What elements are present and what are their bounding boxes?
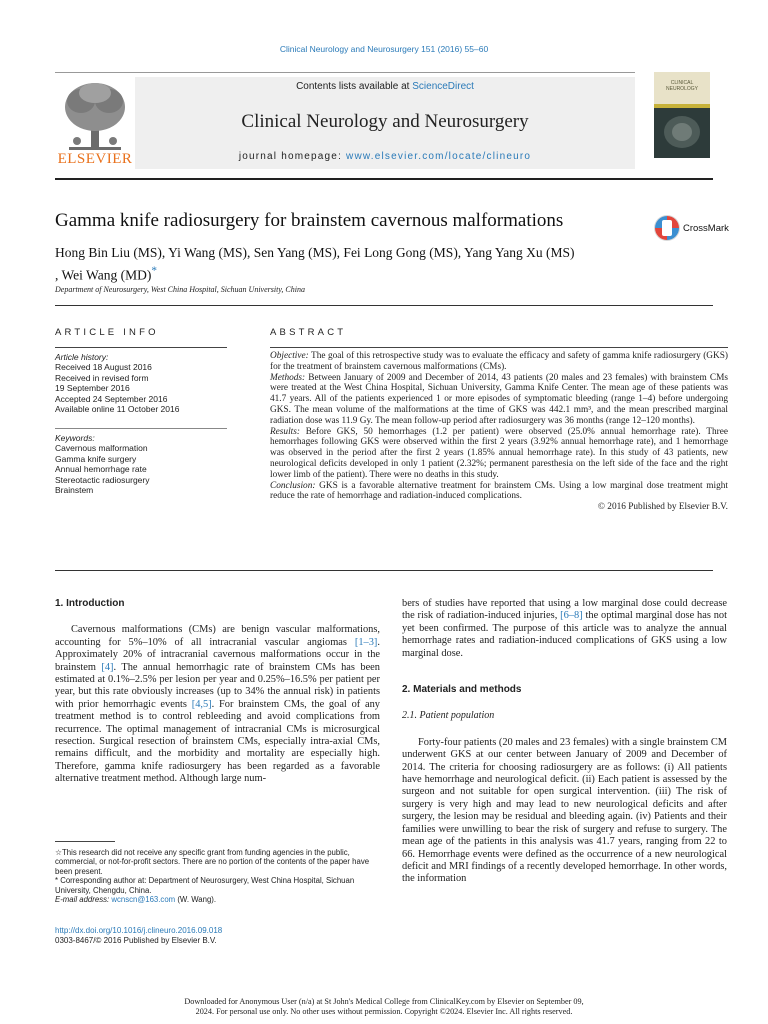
article-info-rule bbox=[55, 347, 227, 348]
patient-population-heading: 2.1. Patient population bbox=[402, 710, 495, 722]
methods-heading: 2. Materials and methods bbox=[402, 684, 522, 696]
homepage-prefix: journal homepage: bbox=[238, 151, 347, 162]
results-label: Results: bbox=[270, 426, 300, 437]
journal-cover-thumbnail[interactable] bbox=[654, 72, 710, 158]
crossmark-badge[interactable] bbox=[653, 213, 743, 245]
intro-text: Cavernous malformations (CMs) are benign vascular malformations, accounting for 5%–10% of all intracranial vascular angiomas bbox=[55, 624, 380, 648]
abstract-end-divider bbox=[55, 570, 713, 571]
email-footnote bbox=[55, 895, 380, 904]
history-entry: 19 September 2016 bbox=[55, 383, 130, 394]
reference-link[interactable]: [1–3] bbox=[354, 636, 378, 648]
affiliation-divider bbox=[55, 305, 713, 306]
elsevier-wordmark: ELSEVIER bbox=[57, 151, 133, 167]
cover-title: CLINICAL NEUROLOGY bbox=[666, 80, 698, 92]
crossmark-icon bbox=[653, 213, 681, 243]
abstract-copyright: © 2016 Published by Elsevier B.V. bbox=[597, 502, 728, 513]
intro-text: . The annual hemorrhagic rate of brainstem CMs has been estimated at 0.1%–2.5% per lesion per year and 0.25%–16.5% per patient per year, but this rate obviously increases (up to 34% the annual risk) in patients with prior hemorrhagic events bbox=[55, 661, 380, 710]
keyword-item: Annual hemorrhage rate bbox=[55, 464, 147, 475]
footnote-divider bbox=[55, 841, 115, 842]
keyword-item: Cavernous malformation bbox=[55, 443, 148, 454]
issn-line: 0303-8467/© 2016 Published by Elsevier B.V. bbox=[55, 936, 217, 945]
cover-brain-image bbox=[654, 108, 710, 158]
methods-text: Between January of 2009 and December of 2014, 43 patients (20 males and 23 females) with brainstem CMs were treated at the West China Hospital, Sichuan University, Gamma Knife Center. The mean age of these patients was 41.7 years. All of the patients experienced 1 or more episodes of symptomatic bleeding (range 1–4) before undergoing GKS. The mean volume of the malformations at the time of GKS was 442.1 mm³, and the mean prescribed marginal radiation dose was 11.9 Gy. The mean follow-up period after radiosurgery was 36 months (range 12–120 months). bbox=[270, 372, 728, 426]
author-affiliation: Department of Neurosurgery, West China Hospital, Sichuan University, China bbox=[55, 285, 305, 294]
abstract-rule bbox=[270, 347, 728, 348]
introduction-continued bbox=[402, 598, 727, 660]
authors-line-1: Hong Bin Liu (MS), Yi Wang (MS), Sen Yang (MS), Fei Long Gong (MS), Yang Yang Xu (MS) bbox=[55, 245, 575, 260]
email-suffix: (W. Wang). bbox=[175, 895, 217, 905]
abstract-objective bbox=[270, 351, 728, 373]
keyword-item: Brainstem bbox=[55, 485, 94, 496]
authors-line-2-text: , Wei Wang (MD) bbox=[55, 267, 152, 283]
keywords-list bbox=[55, 433, 227, 495]
homepage-link[interactable]: www.elsevier.com/locate/clineuro bbox=[346, 151, 532, 162]
author-list bbox=[55, 244, 645, 285]
conclusion-text: GKS is a favorable alternative treatment for brainstem CMs. Using a low marginal dose treatment might reduce the rate of hemorrhage and radiation-induced complications. bbox=[270, 480, 728, 502]
keyword-item: Gamma knife surgery bbox=[55, 453, 137, 464]
introduction-paragraph bbox=[55, 624, 380, 785]
intro-text: . Approximately 20% of intracranial cavernous malformations occur in the brainstem bbox=[55, 636, 380, 673]
reference-link[interactable]: [4] bbox=[101, 661, 114, 673]
download-notice bbox=[0, 997, 768, 1017]
funding-footnote: ☆This research did not receive any specific grant from funding agencies in the public, commercial, or not-for-profit sectors. There are no portion of the contents of the paper have been present. bbox=[55, 848, 370, 876]
intro-text: . For brainstem CMs, the goal of any treatment method is to control rebleeding and avoid complications from recurrence. The optimal management of intracranial CMs is microsurgical resection. Surgical resection of brainstem CMs, especially intra-axial CMs, remains difficult, and the morbidity and mortality are especially high. Therefore, gamma knife radiosurgery has been regarded as a favorable alternative treatment method. Although large num- bbox=[55, 698, 380, 785]
conclusion-label: Conclusion: bbox=[270, 480, 316, 491]
abstract-methods bbox=[270, 373, 728, 427]
keywords-label: Keywords: bbox=[55, 433, 95, 443]
keyword-item: Stereotactic radiosurgery bbox=[55, 474, 150, 485]
journal-info-box bbox=[135, 77, 635, 169]
authors-line-2 bbox=[55, 262, 645, 285]
reference-link[interactable]: [6–8] bbox=[560, 610, 583, 622]
abstract-results bbox=[270, 427, 728, 481]
body-column-left bbox=[55, 598, 380, 786]
article-info-heading: ARTICLE INFO bbox=[55, 327, 159, 338]
email-label: E-mail address: bbox=[55, 895, 112, 905]
history-entry: Accepted 24 September 2016 bbox=[55, 393, 168, 404]
methods-label: Methods: bbox=[270, 372, 306, 383]
history-entry: Available online 11 October 2016 bbox=[55, 404, 180, 415]
crossmark-label: CrossMark bbox=[683, 223, 729, 234]
results-text: Before GKS, 50 hemorrhages (1.2 per patient) were observed (25.0% annual hemorrhage rate). Three hemorrhages following GKS were observed within the first 2 years (3.92% annual hemorrhage rate), and 1 hemorrhage was observed in the period after the first 2 years (1.85% annual hemorrhage rate). In this study of 43 patients, new neurological deficits developed in only 1 patient (2.32%; permanent paresthesia on the left side of the face and the right lower limb of the patient). There were no deaths in this study. bbox=[270, 426, 728, 480]
corresponding-author-mark[interactable]: * bbox=[151, 265, 157, 277]
journal-masthead bbox=[55, 72, 635, 171]
sciencedirect-link[interactable]: ScienceDirect bbox=[412, 81, 474, 92]
intro-text: the optimal marginal dose has not yet been confirmed. The purpose of this article was to analyze the annual hemorrhage rates and radiation-induced complications of GKS using a low marginal dose. bbox=[402, 610, 727, 659]
history-label: Article history: bbox=[55, 352, 109, 362]
journal-title: Clinical Neurology and Neurosurgery bbox=[241, 111, 529, 132]
intro-text: bers of studies have reported that using a low marginal dose could decrease the risk of radiation-induced injuries, bbox=[402, 598, 727, 622]
footnotes bbox=[55, 848, 380, 904]
objective-label: Objective: bbox=[270, 351, 309, 361]
abstract-conclusion bbox=[270, 481, 728, 503]
article-title: Gamma knife radiosurgery for brainstem cavernous malformations bbox=[55, 210, 564, 231]
patient-population-paragraph: Forty-four patients (20 males and 23 females) with a single brainstem CM underwent GKS at our center between January of 2009 and December of 2014. The criteria for choosing radiosurgery are as follows: (i) All patients have hemorrhage and neurological deficit. (ii) Each patient is assessed by the surgeon and not suitable for open surgical intervention. (iii) The risk of surgery is very high and may lead to new neurological deficits and after surgery, the lesion may be residual and bleeding again. (iv) Patients and their families were unwilling to bear the risk of surgery and refuse to surgery. The mean age of the patients in this analysis was 41.7 years, ranging from 22 to 66. Hemorrhage events were defined as the occurrence of a new neurological deficit and MRI findings of a recently developed hemorrhage. In other words, the information bbox=[402, 736, 727, 885]
body-column-right bbox=[402, 598, 727, 886]
objective-text: The goal of this retrospective study was to evaluate the efficacy and safety of gamma knife radiosurgery (GKS) for the treatment of brainstem cavernous malformations (CMs). bbox=[270, 351, 728, 372]
introduction-heading: 1. Introduction bbox=[55, 598, 125, 609]
corresponding-author-footnote: * Corresponding author at: Department of Neurosurgery, West China Hospital, Sichuan University, Chengdu, China. bbox=[55, 876, 355, 895]
doi-link[interactable]: http://dx.doi.org/10.1016/j.clineuro.2016.09.018 bbox=[55, 926, 223, 935]
history-entry: Received in revised form bbox=[55, 372, 149, 383]
download-notice-line-2: 2024. For personal use only. No other uses without permission. Copyright ©2024. Elsevier Inc. All rights reserved. bbox=[195, 1007, 573, 1016]
email-link[interactable]: wcnscn@163.com bbox=[111, 895, 176, 905]
history-entry: Received 18 August 2016 bbox=[55, 362, 152, 373]
abstract-heading: ABSTRACT bbox=[270, 327, 347, 338]
doi-block bbox=[55, 926, 222, 946]
download-notice-line-1: Downloaded for Anonymous User (n/a) at St John's Medical College from ClinicalKey.com by Elsevier on September 09, bbox=[184, 997, 584, 1006]
abstract-body bbox=[270, 351, 728, 513]
keywords-rule bbox=[55, 428, 227, 429]
masthead-divider bbox=[55, 178, 713, 180]
reference-link[interactable]: [4,5] bbox=[191, 698, 212, 710]
article-history bbox=[55, 352, 227, 414]
journal-homepage bbox=[135, 151, 635, 162]
journal-citation-link[interactable]: Clinical Neurology and Neurosurgery 151 (2016) 55–60 bbox=[279, 44, 489, 54]
contents-prefix: Contents lists available at bbox=[296, 81, 413, 92]
contents-availability bbox=[135, 81, 635, 92]
